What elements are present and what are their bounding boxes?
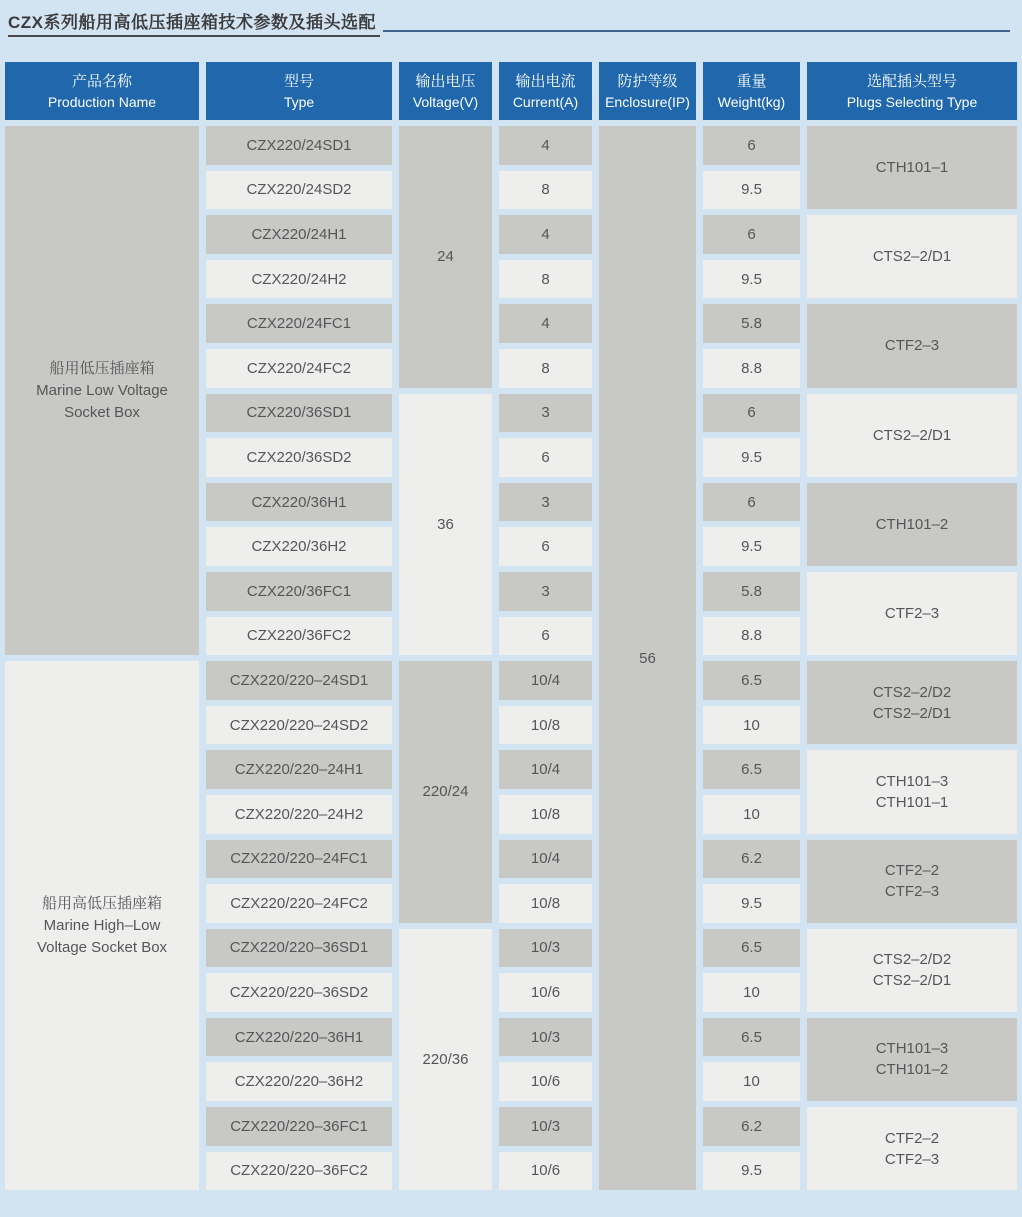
voltage-cell: 220/24 [399,661,492,923]
type-cell: CZX220/220–24SD2 [206,706,392,745]
plug-line: CTH101–1 [875,159,949,177]
col-header-weight [703,62,800,120]
weight-cell: 8.8 [703,617,800,656]
plug-cell [807,1018,1017,1101]
current-cell: 8 [499,260,592,299]
current-cell: 8 [499,349,592,388]
weight-cell: 9.5 [703,1152,800,1191]
weight-cell: 6.5 [703,750,800,789]
type-cell: CZX220/36FC1 [206,572,392,611]
plug-line: CTF2–3 [884,1150,940,1168]
product-line: Marine Low Voltage [36,381,168,399]
current-cell: 10/8 [499,884,592,923]
plug-cell [807,661,1017,744]
spec-table [0,56,1022,1196]
type-cell: CZX220/24H1 [206,215,392,254]
current-cell: 3 [499,483,592,522]
type-cell: CZX220/220–24FC1 [206,840,392,879]
type-cell: CZX220/220–36FC2 [206,1152,392,1191]
weight-cell: 5.8 [703,572,800,611]
type-cell: CZX220/220–24FC2 [206,884,392,923]
current-cell: 3 [499,394,592,433]
header-zh: 重量 [736,72,767,90]
header-zh: 产品名称 [71,72,132,90]
plug-line: CTF2–2 [884,1129,940,1147]
voltage-cell: 220/36 [399,929,492,1191]
plug-line: CTS2–2/D1 [872,972,952,990]
weight-cell: 9.5 [703,438,800,477]
col-header-voltage [399,62,492,120]
header-en: Weight(kg) [717,93,786,110]
title-bar [0,0,1022,37]
current-cell: 10/4 [499,661,592,700]
plug-line: CTS2–2/D2 [872,683,952,701]
col-header-enclosure [599,62,696,120]
weight-cell: 6.2 [703,840,800,879]
header-en: Enclosure(IP) [605,93,690,110]
type-cell: CZX220/220–36H1 [206,1018,392,1057]
weight-cell: 6 [703,126,800,165]
enclosure-cell: 56 [599,126,696,1190]
current-cell: 10/4 [499,750,592,789]
weight-cell: 9.5 [703,260,800,299]
header-zh: 型号 [283,72,314,90]
header-en: Type [283,93,315,110]
weight-cell: 6.5 [703,929,800,968]
type-cell: CZX220/24H2 [206,260,392,299]
type-cell: CZX220/36SD1 [206,394,392,433]
plug-line: CTF2–2 [884,862,940,880]
weight-cell: 6.5 [703,1018,800,1057]
weight-cell: 9.5 [703,527,800,566]
type-cell: CZX220/24FC2 [206,349,392,388]
table-row [5,661,1017,700]
header-en: Current(A) [512,93,579,110]
weight-cell: 10 [703,1062,800,1101]
type-cell: CZX220/36H2 [206,527,392,566]
col-header-production-name [5,62,199,120]
plug-line: CTS2–2/D1 [872,704,952,722]
current-cell: 6 [499,438,592,477]
plug-line: CTF2–3 [884,337,940,355]
current-cell: 10/3 [499,1107,592,1146]
product-line: 船用低压插座箱 [49,359,155,377]
plug-cell [807,840,1017,923]
current-cell: 10/8 [499,706,592,745]
weight-cell: 6.2 [703,1107,800,1146]
table-row [5,126,1017,165]
product-line: 船用高低压插座箱 [41,894,162,912]
header-zh: 选配插头型号 [866,72,957,90]
current-cell: 6 [499,527,592,566]
col-header-type [206,62,392,120]
plug-line: CTF2–3 [884,883,940,901]
product-line: Voltage Socket Box [36,938,168,956]
type-cell: CZX220/220–24H2 [206,795,392,834]
current-cell: 8 [499,171,592,210]
plug-line: CTH101–2 [875,515,949,533]
weight-cell: 9.5 [703,884,800,923]
plug-line: CTH101–3 [875,1040,949,1058]
current-cell: 10/6 [499,973,592,1012]
current-cell: 6 [499,617,592,656]
voltage-cell: 24 [399,126,492,388]
product-line: Marine High–Low [43,916,161,934]
current-cell: 10/4 [499,840,592,879]
plug-line: CTH101–1 [875,793,949,811]
weight-cell: 6.5 [703,661,800,700]
weight-cell: 10 [703,706,800,745]
page-title: CZX系列船用高低压插座箱技术参数及插头选配 [8,13,380,37]
type-cell: CZX220/36SD2 [206,438,392,477]
weight-cell: 6 [703,394,800,433]
current-cell: 3 [499,572,592,611]
header-zh: 输出电压 [415,72,476,90]
current-cell: 10/3 [499,929,592,968]
type-cell: CZX220/220–24SD1 [206,661,392,700]
col-header-plugs [807,62,1017,120]
weight-cell: 9.5 [703,171,800,210]
header-en: Plugs Selecting Type [846,93,978,110]
current-cell: 10/6 [499,1062,592,1101]
plug-cell [807,483,1017,566]
current-cell: 10/6 [499,1152,592,1191]
plug-line: CTS2–2/D2 [872,951,952,969]
type-cell: CZX220/36FC2 [206,617,392,656]
title-rule-line [383,30,1010,32]
product-line: Socket Box [64,403,140,421]
type-cell: CZX220/220–36FC1 [206,1107,392,1146]
weight-cell: 8.8 [703,349,800,388]
plug-cell [807,304,1017,387]
product-cell [5,661,199,1190]
plug-line: CTH101–3 [875,772,949,790]
weight-cell: 10 [703,973,800,1012]
plug-cell [807,126,1017,209]
weight-cell: 10 [703,795,800,834]
current-cell: 10/3 [499,1018,592,1057]
plug-cell [807,572,1017,655]
product-cell [5,126,199,655]
weight-cell: 5.8 [703,304,800,343]
type-cell: CZX220/36H1 [206,483,392,522]
current-cell: 10/8 [499,795,592,834]
header-zh: 输出电流 [515,72,576,90]
type-cell: CZX220/220–24H1 [206,750,392,789]
plug-cell [807,1107,1017,1190]
plug-line: CTS2–2/D1 [872,426,952,444]
col-header-current [499,62,592,120]
header-zh: 防护等级 [617,72,678,90]
weight-cell: 6 [703,215,800,254]
header-row [5,62,1017,120]
type-cell: CZX220/220–36H2 [206,1062,392,1101]
type-cell: CZX220/24SD1 [206,126,392,165]
type-cell: CZX220/24SD2 [206,171,392,210]
type-cell: CZX220/24FC1 [206,304,392,343]
type-cell: CZX220/220–36SD1 [206,929,392,968]
plug-cell [807,215,1017,298]
plug-cell [807,750,1017,833]
current-cell: 4 [499,126,592,165]
current-cell: 4 [499,215,592,254]
plug-line: CTF2–3 [884,605,940,623]
header-en: Production Name [47,93,157,110]
plug-line: CTS2–2/D1 [872,248,952,266]
voltage-cell: 36 [399,394,492,656]
plug-cell [807,929,1017,1012]
plug-cell [807,394,1017,477]
plug-line: CTH101–2 [875,1061,949,1079]
header-en: Voltage(V) [412,93,479,110]
current-cell: 4 [499,304,592,343]
type-cell: CZX220/220–36SD2 [206,973,392,1012]
weight-cell: 6 [703,483,800,522]
